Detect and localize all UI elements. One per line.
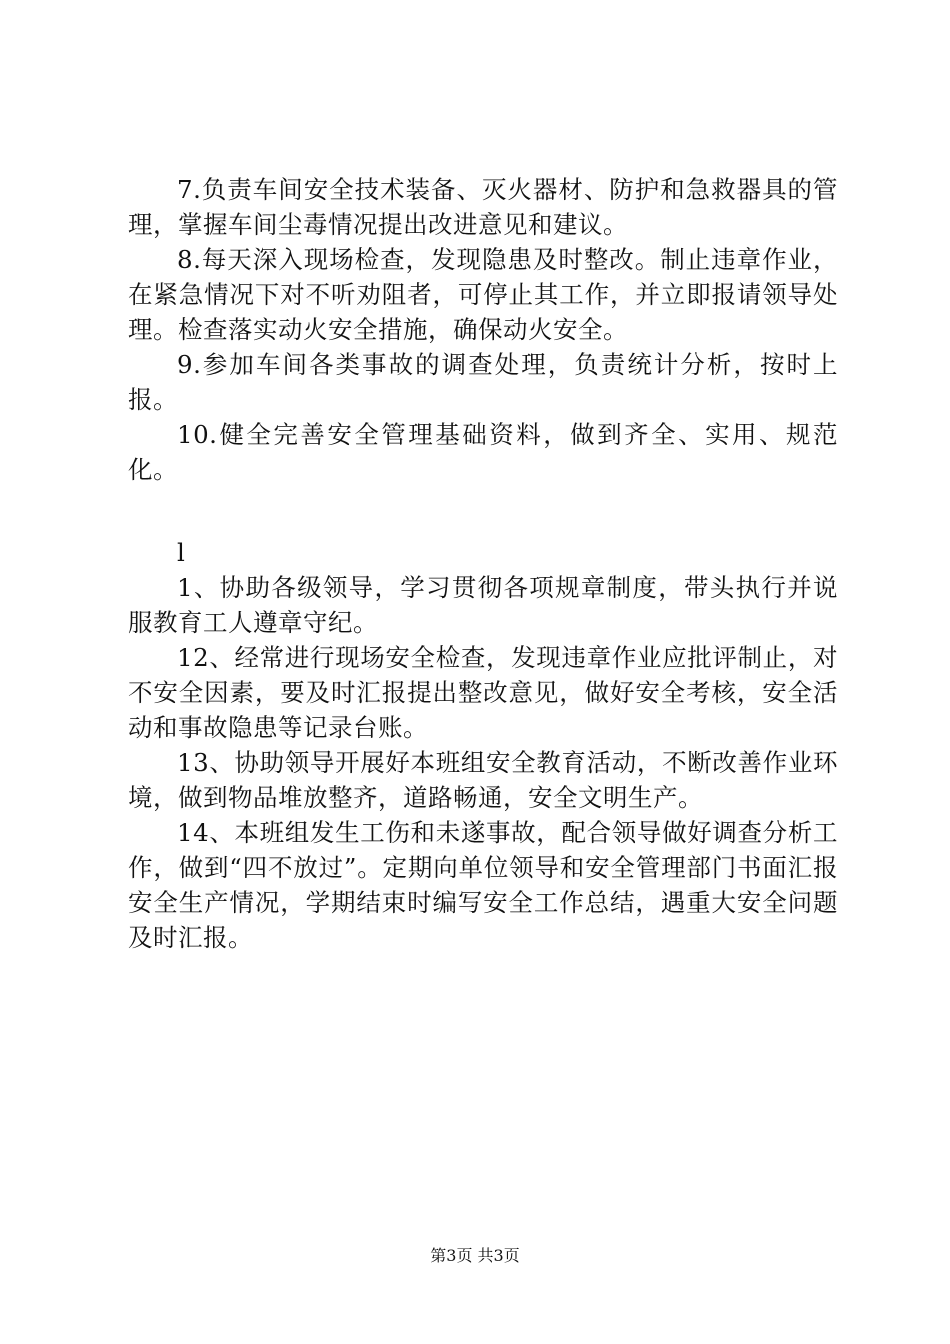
section-marker: l [177,538,186,567]
section-gap [128,487,838,535]
page-footer: 第3页 共3页 [430,1246,520,1265]
paragraph-item-13: 13、协助领导开展好本班组安全教育活动，不断改善作业环境，做到物品堆放整齐，道路畅通，安全文明生产。 [128,748,838,812]
document-body [128,172,838,955]
paragraph-item-10: 10.健全完善安全管理基础资料，做到齐全、实用、规范化。 [128,420,838,484]
paragraph-item-12: 12、经常进行现场安全检查，发现违章作业应批评制止，对不安全因素，要及时汇报提出整改意见，做好安全考核，安全活动和事故隐患等记录台账。 [128,643,838,742]
paragraph-item-8: 8.每天深入现场检查，发现隐患及时整改。制止违章作业，在紧急情况下对不听劝阻者，可停止其工作，并立即报请领导处理。检查落实动火安全措施，确保动火安全。 [128,245,838,344]
paragraph-item-9: 9.参加车间各类事故的调查处理，负责统计分析，按时上报。 [128,350,838,414]
paragraph-item-7: 7.负责车间安全技术装备、灭火器材、防护和急救器具的管理，掌握车间尘毒情况提出改进意见和建议。 [128,175,838,239]
paragraph-item-14: 14、本班组发生工伤和未遂事故，配合领导做好调查分析工作，做到“四不放过”。定期向单位领导和安全管理部门书面汇报安全生产情况，学期结束时编写安全工作总结，遇重大安全问题及时汇报。 [128,818,838,952]
paragraph-item-11: 1、协助各级领导，学习贯彻各项规章制度，带头执行并说服教育工人遵章守纪。 [128,573,838,637]
